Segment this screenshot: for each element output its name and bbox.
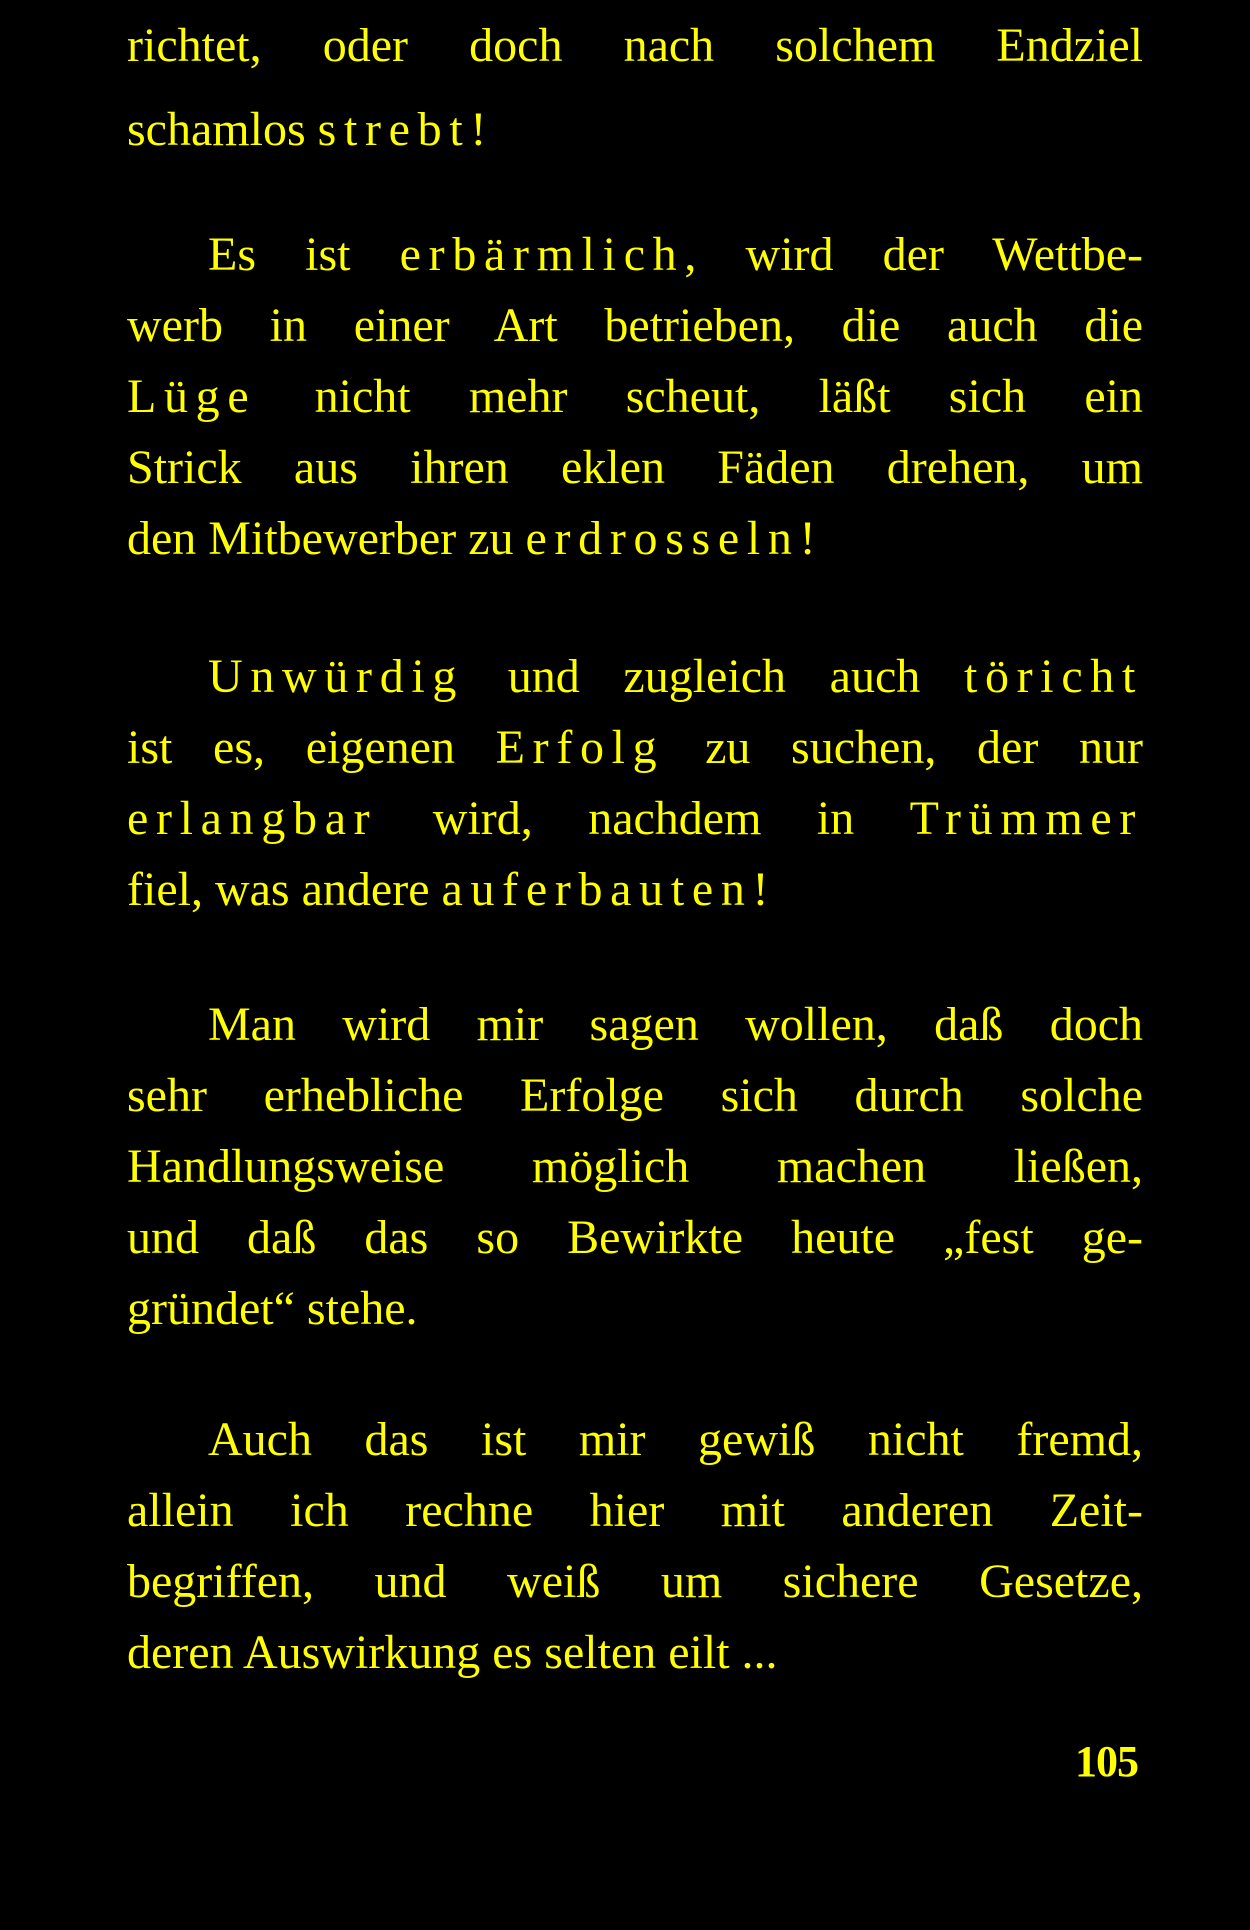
text-line (208, 641, 1143, 713)
text-run: allein ich rechne hier mit anderen Zeit- (127, 1484, 1143, 1537)
text-run: , wird der Wettbe- (684, 228, 1143, 281)
text-run: gründet“ stehe. (127, 1282, 418, 1335)
text-run: und daß das so Bewirkte heute „fest ge- (127, 1211, 1143, 1264)
text-run: Handlungsweise möglich machen ließen, (127, 1140, 1143, 1193)
text-line (127, 783, 1143, 855)
text-line (127, 854, 1143, 926)
spaced-emphasis: erbärmlich (399, 228, 685, 281)
text-run: zu suchen, der nur (664, 721, 1143, 774)
text-run: ist es, eigenen (127, 721, 496, 774)
text-line (208, 219, 1143, 291)
text-run: richtet, oder doch nach solchem Endziel (127, 19, 1143, 72)
text-run: Es ist (208, 228, 400, 281)
spaced-emphasis: töricht (963, 650, 1143, 703)
text-run: sehr erhebliche Erfolge sich durch solche (127, 1069, 1143, 1122)
text-line (127, 1546, 1143, 1618)
text-line (127, 1617, 1143, 1689)
spaced-emphasis: Trümmer (909, 792, 1143, 845)
text-run: deren Auswirkung es selten eilt ... (127, 1626, 778, 1679)
spaced-emphasis: Lüge (127, 370, 257, 423)
text-run: und zugleich auch (464, 650, 964, 703)
text-run: ! (470, 103, 487, 156)
text-run: wird, nachdem in (377, 792, 910, 845)
text-run: fiel, was andere (127, 863, 442, 916)
text-line (127, 1131, 1143, 1203)
text-line (208, 989, 1143, 1061)
text-run: werb in einer Art betrieben, die auch die (127, 299, 1143, 352)
spaced-emphasis: strebt (317, 103, 471, 156)
text-line (127, 1202, 1143, 1274)
text-line (127, 1060, 1143, 1132)
text-run: ! (752, 863, 769, 916)
text-line (127, 94, 1143, 166)
text-run: Auch das ist mir gewiß nicht fremd, (208, 1413, 1143, 1466)
text-line (127, 503, 1143, 575)
text-run: nicht mehr scheut, läßt sich ein (256, 370, 1143, 423)
page-number: 105 (1075, 1737, 1138, 1786)
text-line (127, 290, 1143, 362)
text-line (127, 712, 1143, 784)
text-line (208, 1404, 1143, 1476)
spaced-emphasis: erlangbar (127, 792, 378, 845)
text-run: ! (799, 512, 816, 565)
text-run: den Mitbewerber zu (127, 512, 526, 565)
spaced-emphasis: Unwürdig (208, 650, 465, 703)
text-run: Strick aus ihren eklen Fäden drehen, um (127, 441, 1143, 494)
text-line (127, 1273, 1143, 1345)
text-run: begriffen, und weiß um sichere Gesetze, (127, 1555, 1143, 1608)
text-line (127, 361, 1143, 433)
text-line (127, 10, 1143, 82)
spaced-emphasis: auferbauten (441, 863, 753, 916)
spaced-emphasis: Erfolg (495, 721, 665, 774)
spaced-emphasis: erdrosseln (525, 512, 800, 565)
text-line (127, 432, 1143, 504)
text-run: Man wird mir sagen wollen, daß doch (208, 998, 1143, 1051)
text-line (127, 1475, 1143, 1547)
text-run: schamlos (127, 103, 318, 156)
